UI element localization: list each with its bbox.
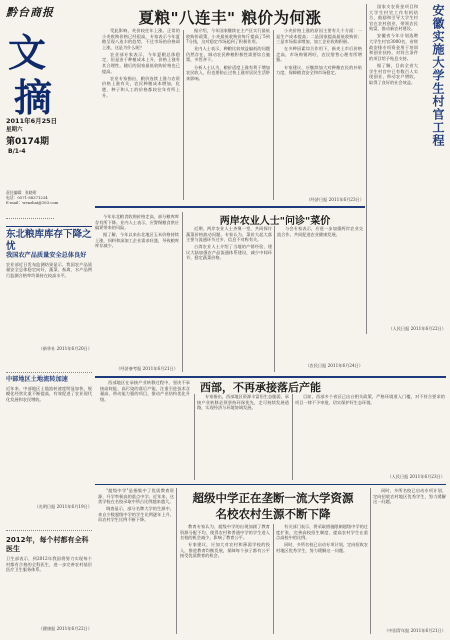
column-rule: [194, 394, 195, 480]
left-col-headline: 东北粮库库存下降之忧: [6, 229, 92, 252]
center-headline: 两岸农业人士"问诊"菜价: [219, 216, 331, 227]
paragraph: 教育专家认为，超级中学的出现加剧了教育资源分配不均，使得农村和普通中学的学生进入名校的机会减少，影响了教育公平。: [180, 524, 270, 541]
editor-line: 责任编辑：张晓明: [6, 190, 37, 195]
section-band: [95, 376, 446, 378]
brief-3: [6, 536, 92, 636]
paragraph: 台湾农业人士介绍了当地的产销经验，建议大陆加强农产品流通体系建设，减少中间环节，稳定蔬菜价格。: [186, 244, 272, 261]
lead-source: （经济日报 2011年6月23日）: [306, 197, 364, 202]
paper-name: 黔台商报: [6, 6, 54, 19]
paragraph: 安徽省今年计划选聘大学生村官3000名，省财政安排专项资金用于培训和创业扶持，对符合条件的项目给予贴息支持。: [369, 33, 418, 61]
brief-title: 2012年，每个村都有全科医生: [6, 536, 89, 553]
paragraph: 专家建议，应继续加大对种粮农民的补贴力度，保障粮食安全和市场稳定。: [276, 64, 362, 76]
paragraph: 据了解，今年以来东北地区玉米价格持续上涨，饲料和深加工企业需求旺盛，导致粮库库存减少。: [95, 232, 179, 249]
paragraph: 据介绍，今年国家继续在主产区实行最低收购价政策，小麦最低收购价每斤提高了5到7分钱，这对稳定市场起到了积极作用。: [186, 28, 270, 45]
column-rule: [292, 394, 293, 480]
section-band: [95, 484, 446, 485]
brief-source: （光明日报 2011年6月19日）: [34, 503, 92, 509]
section-band: [6, 226, 92, 227]
brief-1: [6, 252, 92, 370]
paragraph: 专家建议，应加大对农村和薄弱学校的投入，推进教育均衡发展，保障每个孩子都有公平接受优质教育的机会。: [180, 542, 270, 559]
lead-col-3: [276, 28, 362, 196]
left-col-source: （经济参考报 2011年6月21日）: [116, 366, 178, 371]
brief-title: 中部地区土地流转加速: [6, 376, 68, 383]
bottom-col-3: [276, 524, 368, 634]
issue-date: 2011年6月25日: [6, 117, 58, 125]
west-source: （人民日报 2011年6月23日）: [387, 474, 445, 479]
left-col-text: [95, 214, 179, 374]
brief-divider: [6, 372, 92, 373]
center-source: （农民日报 2011年6月24日）: [305, 363, 363, 368]
paragraph: 西部地区在承接产业转移过程中，坚决不承接高耗能、高污染的落后产能，注重引进技术含量高、带动能力强的项目，推动产业结构优化升级。: [100, 380, 190, 402]
paragraph: 分析人士认为，粮价适度上涨有利于增加农民收入，但也要防止过快上涨对居民生活带来影响。: [186, 64, 270, 81]
issue-number: 第0174期: [6, 137, 50, 147]
section-char-zhai: 摘: [14, 75, 53, 120]
bottom-col-4: [373, 488, 446, 626]
center-col-1: [186, 226, 272, 372]
bottom-headline-2: 名校农村生源不断下降: [215, 507, 331, 521]
masthead: [6, 4, 102, 174]
lead-headline: 夏粮"八连丰" 粮价为何涨: [138, 9, 322, 27]
column-rule: [176, 488, 177, 634]
paragraph: 专家指出，西部地区资源丰富但生态脆弱，承接产业转移必须坚持环保优先，走可持续发展道路，实现经济与环境协调发展。: [197, 394, 289, 411]
paragraph: 据了解，目前全省大学生村官中已有数百人实现创业，带动农户增收，取得了良好的社会效益。: [369, 62, 418, 85]
paragraph: 在多种因素综合作用下，新麦上市后价格走高，市场购销两旺，农民惜售心理有所增强。: [276, 46, 362, 63]
paragraph: 目前，西部多个省区已出台相关政策，严格环境准入门槛，对不符合要求的项目一律不予审批，切实保护好生态环境。: [295, 394, 445, 405]
west-col-2: [197, 394, 289, 480]
bottom-col-1: [98, 488, 174, 634]
issue-pages: B/1-4: [8, 148, 26, 155]
column-rule: [273, 524, 274, 634]
lead-col-2: [186, 28, 270, 204]
editor-info: [6, 190, 76, 205]
paragraph: 农业专家指出，粮价连续上涨与农资价格上涨有关，农民种粮成本增加，化肥、种子和人工的价格都较往年有所上升。: [102, 75, 180, 98]
bottom-col-2: [180, 524, 270, 634]
paragraph: 调查显示，部分名牌大学的生源中，来自少数超级中学的学生比例逐年上升，而农村学生比例不断下降。: [98, 506, 174, 523]
center-col-2: [277, 226, 363, 364]
paragraph: 同时，多所名校已启动专项计划，定向招收农村地区优秀学生，努力缓解这一问题。: [373, 488, 446, 505]
editor-line: E-mail：wenzhai@163.com: [6, 200, 59, 205]
paragraph: 同时，多所名校已启动专项计划，定向招收农村地区优秀学生，努力缓解这一问题。: [276, 542, 368, 553]
column-rule: [273, 30, 274, 200]
lead-col-1: [102, 28, 180, 204]
editor-line: 电话：0571-88371234: [6, 195, 48, 200]
bottom-headline-1: 超级中学正在垄断一流大学资源: [192, 491, 354, 505]
brief-2: [6, 376, 92, 526]
column-rule: [182, 212, 183, 372]
paragraph: 有关部门表示，将采取措施限制超级中学的过度扩张，完善高校招生制度，提高农村学生在重点高校中的比例。: [276, 524, 368, 541]
paragraph: 业内人士表示，种粮比较效益偏低的问题仍然存在，调动农民种粮积极性需要综合施策，多管齐下。: [186, 46, 270, 63]
masthead-divider: [6, 218, 54, 219]
brief-text: 农业部近日发布监测结果显示，我国农产品质量安全总体稳定向好，蔬菜、畜禽、水产品例行监测合格率均保持在较高水平。: [6, 261, 92, 278]
paragraph: 今年东北粮食收购价格走高，部分粮库库存有所下降。业内人士表示，应警惕粮食供应偏紧带来的风险。: [95, 214, 179, 231]
column-rule: [366, 4, 367, 334]
brief-title: 我国农产品质量安全总体良好: [6, 252, 87, 259]
brief-source: （健康报 2011年6月22日）: [38, 626, 92, 631]
paragraph: 国家支农资金项目和大学生村官工作有机结合，鼓励和引导大学生村官在农村创业，带领农民致富，推动新农村建设。: [369, 4, 418, 32]
west-headline: 西部，不再承接落后产能: [200, 381, 321, 394]
column-rule: [183, 30, 184, 200]
right-col-text-a: [369, 4, 418, 334]
paragraph: 与会专家表示，应进一步加强两岸农业交流合作，共同促进农业健康发展。: [277, 226, 363, 237]
paragraph: 农业部专家表示，今年夏粮总体稳定，但是由于种植成本上升，价格上涨有其合理性。随后的国家最低收购价格也已提高。: [102, 51, 180, 74]
column-rule: [370, 488, 371, 634]
section-char-wen: 文: [8, 30, 47, 75]
paragraph: "超级中学"是指集中了优质教育资源、升学率极高的重点中学。近年来，这类学校在名校录取中所占比例越来越大。: [98, 488, 174, 505]
brief-divider: [6, 530, 92, 531]
paragraph: 小麦价格上涨的原因主要有几个方面：一是生产成本提高；二是国家提高最低收购价；三是市场需求增加，加工企业收购积极。: [276, 28, 362, 45]
section-band: [95, 206, 365, 208]
right-col-source: （人民日报 2011年6月22日）: [388, 326, 446, 331]
right-col-headline: 安徽实施大学生村官工程: [431, 4, 445, 147]
issue-weekday: 星期六: [6, 127, 23, 133]
west-col-1: [100, 380, 190, 480]
bottom-source: （中国青年报 2011年6月21日）: [384, 628, 446, 633]
column-rule: [274, 226, 275, 372]
west-col-3: [295, 394, 445, 472]
brief-text: 卫生部表示，到2012年我国将努力实现每个村都有合格的全科医生，进一步完善农村基层医疗卫生服务体系。: [6, 556, 92, 573]
brief-source: （新华社 2011年6月20日）: [38, 345, 92, 351]
paragraph: 受此影响，麦价较往年上涨。正常的小麦收购价格已经很高，专家表示今年夏粮呈现八连丰的趋势，不过市场的价格却上涨，这是为什么呢？: [102, 28, 180, 50]
brief-text: 近年来，中部地区土地流转速度明显加快，规模化经营比重不断提高，有效促进了农业现代化发展和农民增收。: [6, 385, 92, 402]
paragraph: 近期，两岸农业人士齐聚一堂，共同探讨蔬菜价格波动问题。专家认为，菜价大起大落主要与流通环节过多、信息不对称有关。: [186, 226, 272, 243]
